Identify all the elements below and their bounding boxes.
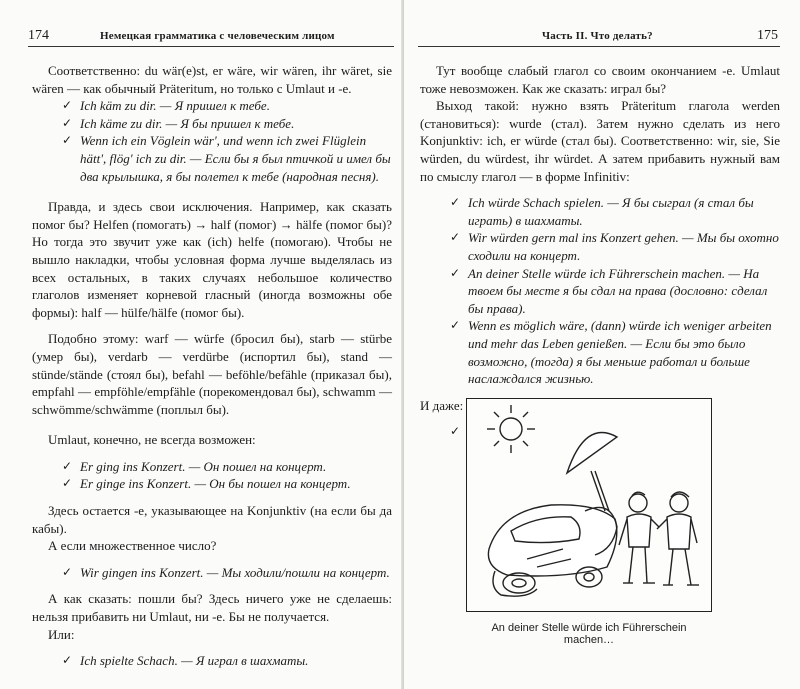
checkmark-icon: ✓ xyxy=(62,653,73,668)
paragraph: И даже: xyxy=(420,397,464,413)
illustration-caption: An deiner Stelle würde ich Führerschein machen… xyxy=(491,622,687,646)
paragraph: Выход такой: нужно взять Präteritum глагола werden (становиться): wurde (стал). Затем нужно сделать из него Konjunktiv: ich, er würde (стал бы). Соответственно: wir, sie, Sie würden, du würdest, ihr würdet. А затем прибавить нужный вам по смыслу глагол — в форме Infinitiv: xyxy=(420,98,780,184)
checkmark-icon: ✓ xyxy=(450,424,461,439)
left-page-body xyxy=(32,62,392,670)
checkmark-icon: ✓ xyxy=(62,98,73,113)
example-item: ✓ Er ginge ins Konzert. — Он бы пошел на концерт. xyxy=(62,476,351,492)
right-page-header xyxy=(418,28,780,47)
paragraph: А как сказать: пошли бы? Здесь ничего уже не сделаешь: нельзя прибавить ни Umlaut, ни -e. Бы не получается. xyxy=(32,591,392,625)
street-lamp xyxy=(567,433,617,512)
right-page-number: 175 xyxy=(757,28,778,43)
checkmark-icon: ✓ xyxy=(62,458,73,473)
paragraph: Тут вообще слабый глагол со своим окончанием -e. Umlaut тоже невозможен. Как же сказать: играл бы? xyxy=(420,63,780,96)
checkmark-icon: ✓ xyxy=(62,115,73,130)
example-item: ✓ Ich käm zu dir. — Я пришел к тебе. xyxy=(62,98,270,114)
person-right xyxy=(657,492,699,585)
crashed-car xyxy=(488,505,617,596)
example-item: ✓ Wenn es möglich wäre, (dann) würde ich weniger arbeiten und mehr das Leben genießen. — Если бы это было возможно, (тогда) я бы меньше работал и больше наслаждался жизнью. xyxy=(450,318,772,387)
paragraph: А если множественное число? xyxy=(48,538,217,554)
checkmark-icon: ✓ xyxy=(62,133,73,148)
paragraph: Здесь остается -e, указывающее на Konjunktiv (на если бы да кабы). xyxy=(32,503,392,536)
person-left xyxy=(619,492,659,583)
left-page-number: 174 xyxy=(28,28,49,43)
example-item: ✓ Ich spielte Schach. — Я играл в шахматы. xyxy=(62,653,309,669)
example-item: ✓ Wenn ich ein Vöglein wär', und wenn ich zwei Flüglein hätt', flög' ich zu dir. — Если бы я был птичкой и имел бы два крылышка, я бы полетел к тебе (народная песня). xyxy=(62,133,391,184)
checkmark-icon: ✓ xyxy=(450,318,461,333)
right-page-body xyxy=(420,62,780,441)
right-running-title: Часть II. Что делать? xyxy=(542,30,653,42)
paragraph: Подобно этому: warf — würfe (бросил бы), starb — stürbe (умер бы), verdarb — verdürbe (испортил бы), stand — stünde/stände (стоял бы), befahl — beföhle/befähle (приказал бы), empfahl — empföhle/empfähle (порекомендовал бы), schwamm — schwömme/schwämme (поплыл бы). xyxy=(32,331,392,417)
checkmark-icon: ✓ xyxy=(62,476,73,491)
left-page-header xyxy=(28,28,394,47)
paragraph: Или: xyxy=(48,626,75,642)
checkmark-icon: ✓ xyxy=(62,564,73,579)
example-item: ✓ Wir gingen ins Konzert. — Мы ходили/пошли на концерт. xyxy=(62,564,390,580)
checkmark-icon: ✓ xyxy=(450,265,461,280)
example-item: ✓ Ich würde Schach spielen. — Я бы сыграл (я стал бы играть) в шахматы. xyxy=(450,195,754,228)
checkmark-icon: ✓ xyxy=(450,195,461,210)
paragraph: Правда, и здесь свои исключения. Например, как сказать помог бы? Helfen (помогать) → half (помог) → hälfe (помог бы)? Но тогда это звучит уже как (ich) helfe (помогаю). Чтобы не вышло накладки, чтобы условная форма лучше выделялась из всех остальных, в таких случаях небольшое количество глаголов изменяет корневой гласный (иногда возможны обе формы): half — hülfe/hälfe (помог бы). xyxy=(32,199,392,320)
example-item: ✓ Ich käme zu dir. — Я бы пришел к тебе. xyxy=(62,115,295,131)
sun-icon xyxy=(487,405,535,453)
example-item: ✓ Wir würden gern mal ins Konzert gehen. — Мы бы охотно сходили на концерт. xyxy=(450,230,779,263)
left-running-title: Немецкая грамматика с человеческим лицом xyxy=(100,30,335,42)
paragraph: Umlaut, конечно, не всегда возможен: xyxy=(48,432,256,448)
paragraph: Соответственно: du wär(e)st, er wäre, wir wären, ihr wäret, sie wären — как обычный Präteritum, но только с Umlaut и -e. xyxy=(32,63,392,96)
example-item: ✓ An deiner Stelle würde ich Führerschein machen. — На твоем бы месте я бы сдал на права (дословно: сделал бы права). xyxy=(450,265,768,316)
checkmark-icon: ✓ xyxy=(450,230,461,245)
example-item: ✓ Er ging ins Konzert. — Он пошел на концерт. xyxy=(62,458,327,474)
cartoon-illustration xyxy=(466,398,712,612)
